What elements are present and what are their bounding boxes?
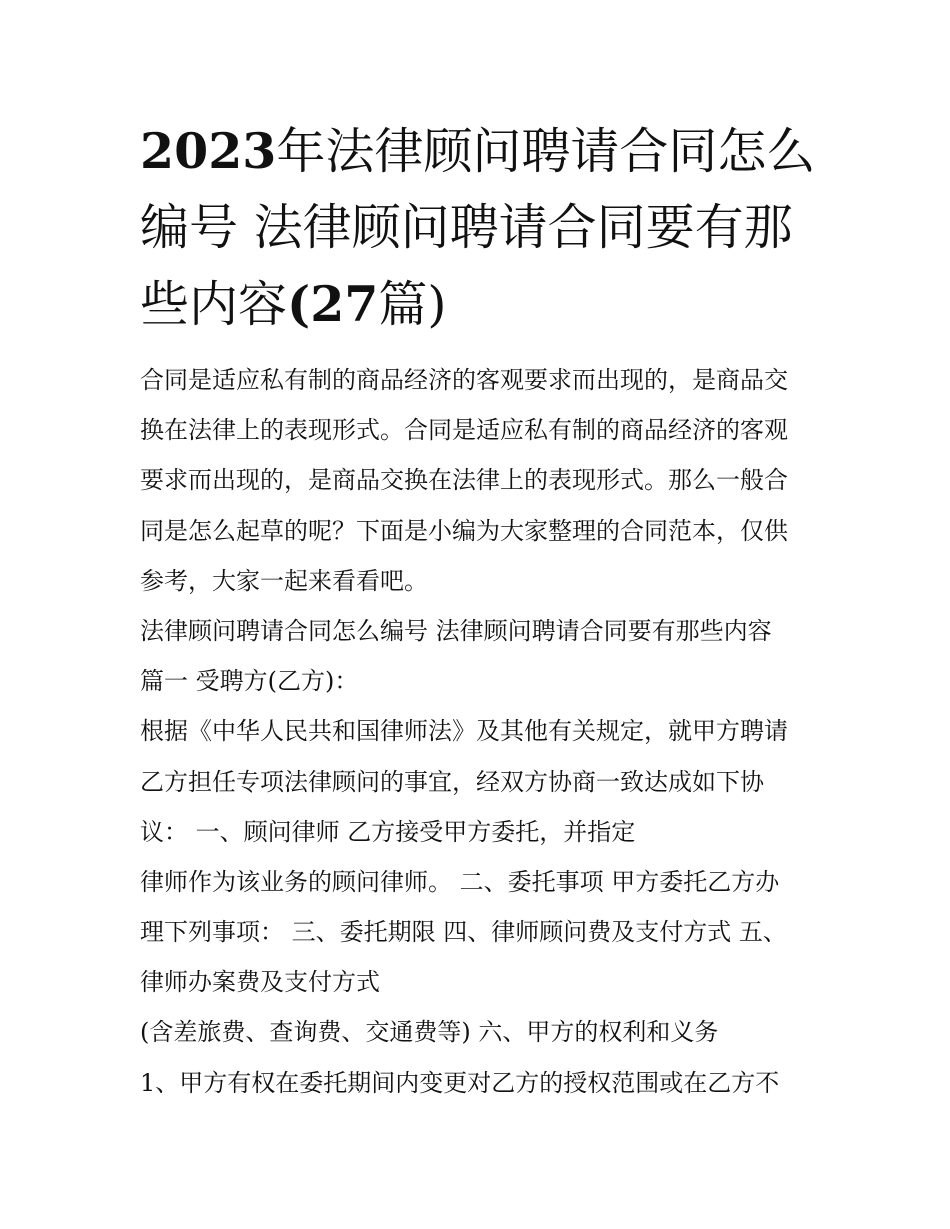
title-count-suffix: 篇) [378, 276, 447, 333]
body-line: 要求而出现的，是商品交换在法律上的表现形式。那么一般合 [140, 466, 788, 495]
body-line: 律师作为该业务的顾问律师。 二、委托事项 甲方委托乙方办 [140, 867, 780, 896]
body-line: 换在法律上的表现形式。合同是适应私有制的商品经济的客观 [140, 416, 788, 445]
body-line: 1、甲方有权在委托期间内变更对乙方的授权范围或在乙方不 [140, 1068, 780, 1097]
body-line: 参考，大家一起来看看吧。 [140, 566, 428, 595]
title-year: 2023 [140, 122, 277, 180]
title-line-1: 年法律顾问聘请合同怎么 [276, 123, 816, 180]
body-line: 乙方担任专项法律顾问的事宜，经双方协商一致达成如下协 [140, 767, 764, 796]
body-line: 根据《中华人民共和国律师法》及其他有关规定，就甲方聘请 [140, 717, 788, 746]
body-line: 同是怎么起草的呢？下面是小编为大家整理的合同范本，仅供 [140, 516, 788, 545]
title-line-2: 编号 法律顾问聘请合同要有那 [140, 199, 793, 256]
section-heading: 法律顾问聘请合同怎么编号 法律顾问聘请合同要有那些内容 [140, 616, 772, 645]
title-line-3: 些内容 [140, 276, 288, 333]
document-body [140, 355, 820, 1108]
document-title [140, 113, 820, 343]
title-count: (27 [287, 275, 379, 333]
body-line: 议： 一、顾问律师 乙方接受甲方委托，并指定 [140, 817, 636, 846]
body-line: (含差旅费、查询费、交通费等) 六、甲方的权利和义务 [140, 1018, 719, 1047]
body-line: 合同是适应私有制的商品经济的客观要求而出现的，是商品交 [140, 366, 788, 394]
body-line: 律师办案费及支付方式 [140, 968, 380, 997]
body-line: 篇一 受聘方(乙方)： [140, 667, 359, 696]
body-line: 理下列事项： 三、委托期限 四、律师顾问费及支付方式 五、 [140, 918, 787, 947]
